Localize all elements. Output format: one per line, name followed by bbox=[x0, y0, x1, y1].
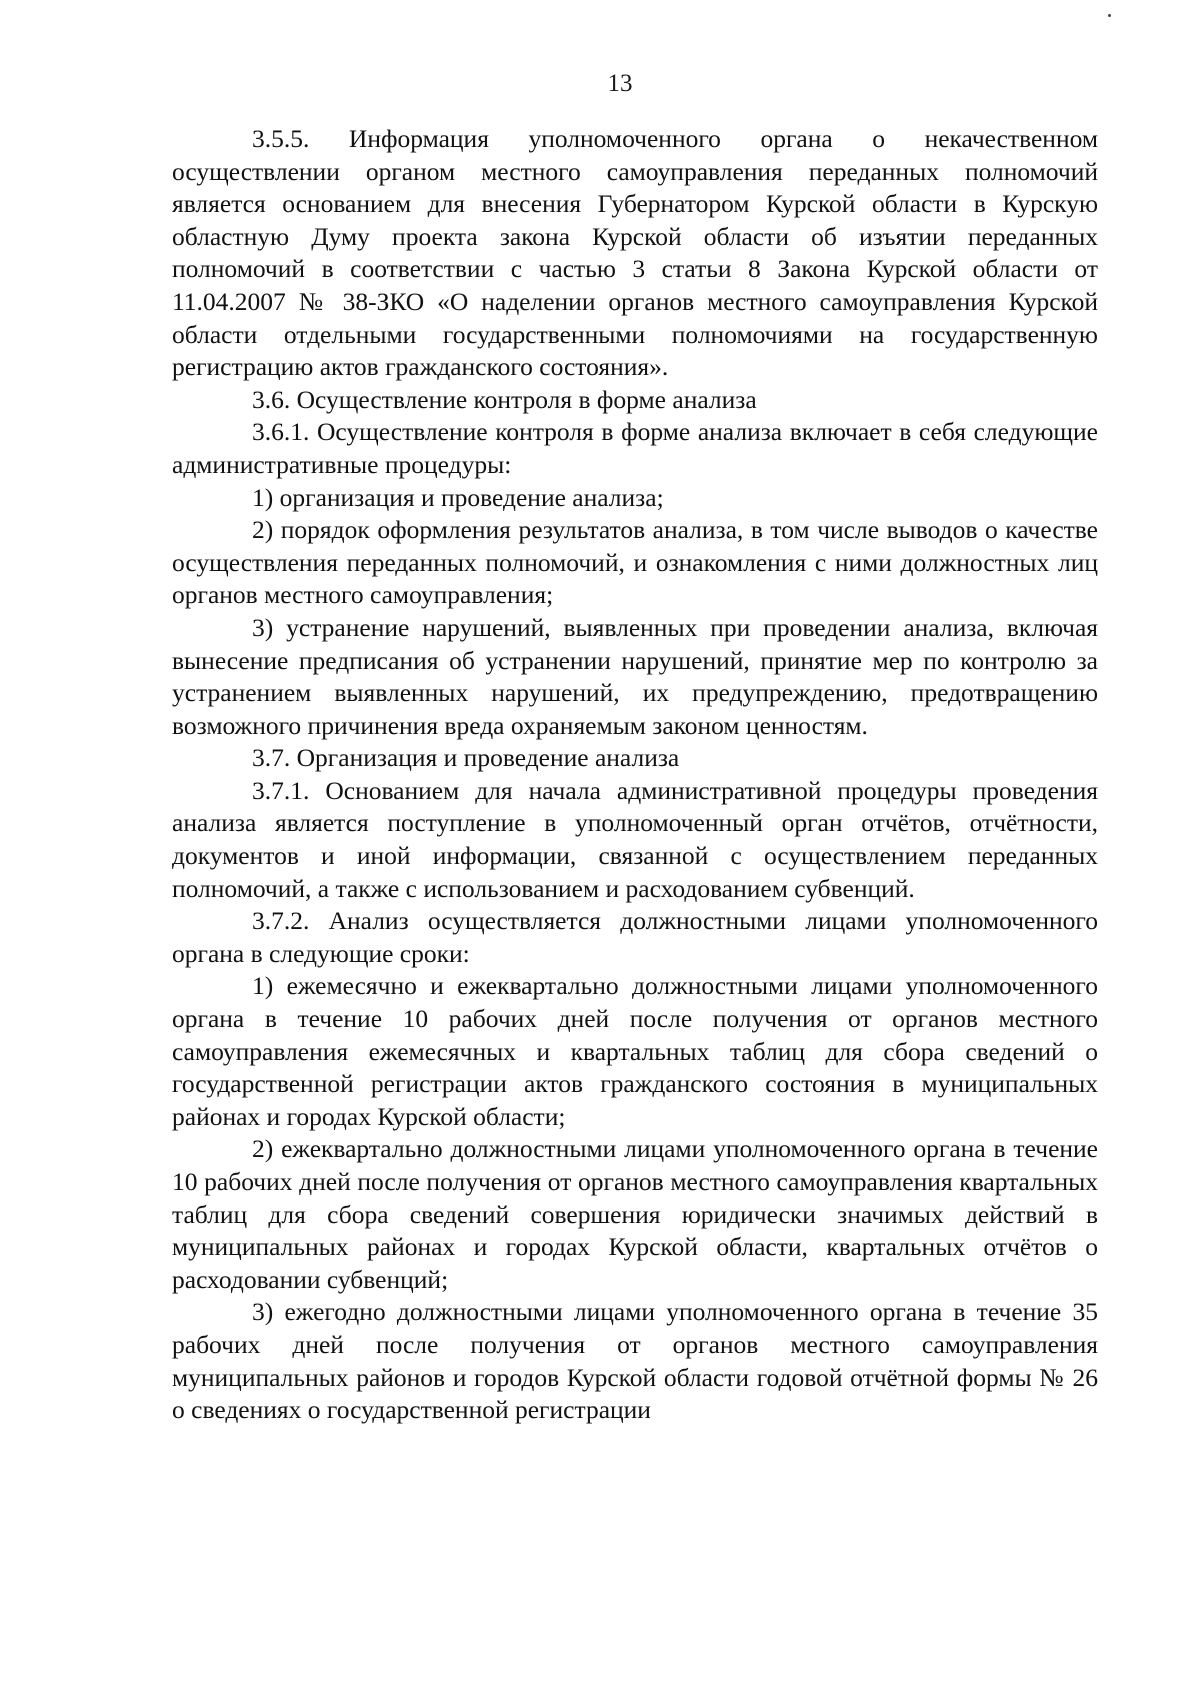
paragraph-3-7-1: 3.7.1. Основанием для начала административной процедуры проведения анализа является поступление в уполномоченный орган отчётов, отчётности, документов и иной информации, связанной с осуществлением переданных полномочий, а также с использованием и расходованием субвенций. bbox=[172, 775, 1098, 903]
paragraph-3-6-1: 3.6.1. Осуществление контроля в форме анализа включает в себя следующие административные процедуры: bbox=[172, 417, 1098, 479]
scan-speck bbox=[1108, 14, 1111, 17]
paragraph-3-7-2: 3.7.2. Анализ осуществляется должностными лицами уполномоченного органа в следующие сроки: bbox=[172, 906, 1098, 968]
paragraph-3-5-5: 3.5.5. Информация уполномоченного органа о некачественном осуществлении органом местного самоуправления переданных полномочий является основанием для внесения Губернатором Курской области в Курскую областную Думу проекта закона Курской области об изъятии переданных полномочий в соответствии с частью 3 статьи 8 Закона Курской области от 11.04.2007 № 38-ЗКО «О наделении органов местного самоуправления Курской области отдельными государственными полномочиями на государственную регистрацию актов гражданского состояния». bbox=[172, 124, 1098, 382]
list-item-3-6-1-2: 2) порядок оформления результатов анализа, в том числе выводов о качестве осуществления переданных полномочий, и ознакомления с ними должностных лиц органов местного самоуправления; bbox=[172, 515, 1098, 610]
list-item-3-6-1-3: 3) устранение нарушений, выявленных при проведении анализа, включая вынесение предписания об устранении нарушений, принятие мер по контролю за устранением выявленных нарушений, их предупреждению, предотвращению возможного причинения вреда охраняемым законом ценностям. bbox=[172, 612, 1098, 740]
list-item-3-7-2-3: 3) ежегодно должностными лицами уполномоченного органа в течение 35 рабочих дней после получения от органов местного самоуправления муниципальных районов и городов Курской области годовой отчётной формы № 26 о сведениях о государственной регистрации bbox=[172, 1297, 1098, 1425]
list-item-3-7-2-2: 2) ежеквартально должностными лицами уполномоченного органа в течение 10 рабочих дней после получения от органов местного самоуправления квартальных таблиц для сбора сведений совершения юридически значимых действий в муниципальных районах и городах Курской области, квартальных отчётов о расходовании субвенций; bbox=[172, 1134, 1098, 1294]
list-item-3-7-2-1: 1) ежемесячно и ежеквартально должностными лицами уполномоченного органа в течение 10 рабочих дней после получения от органов местного самоуправления ежемесячных и квартальных таблиц для сбора сведений о государственной регистрации актов гражданского состояния в муниципальных районах и городах Курской области; bbox=[172, 971, 1098, 1131]
heading-3-6: 3.6. Осуществление контроля в форме анализа bbox=[252, 384, 757, 414]
list-item-3-6-1-1: 1) организация и проведение анализа; bbox=[252, 482, 664, 512]
page-number: 13 bbox=[607, 70, 633, 97]
heading-3-7: 3.7. Организация и проведение анализа bbox=[252, 743, 680, 773]
document-body bbox=[172, 123, 1098, 1427]
